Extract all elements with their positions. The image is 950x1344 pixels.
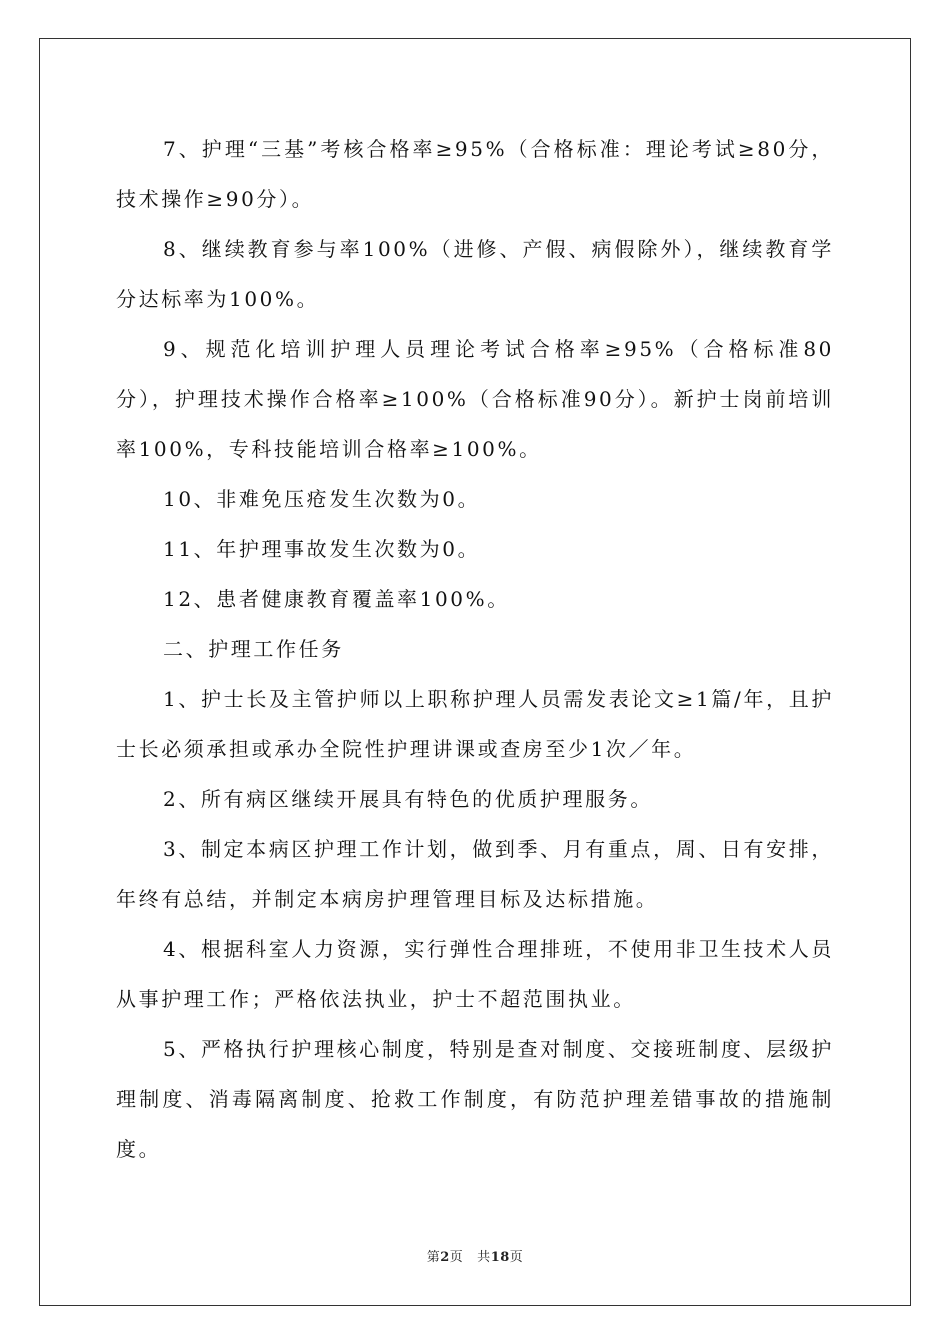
paragraph-item-11: 11、年护理事故发生次数为0。 bbox=[163, 537, 481, 561]
task-item-5: 5、严格执行护理核心制度，特别是查对制度、交接班制度、层级护理制度、消毒隔离制度、抢救工作制度，有防范护理差错事故的措施制度。 bbox=[116, 1037, 834, 1161]
page-footer bbox=[0, 1246, 950, 1265]
current-page-number: 2 bbox=[440, 1250, 450, 1265]
document-body bbox=[116, 124, 834, 1174]
task-item-2: 2、所有病区继续开展具有特色的优质护理服务。 bbox=[163, 787, 653, 811]
total-page-count: 18 bbox=[490, 1250, 510, 1265]
paragraph-item-9: 9、规范化培训护理人员理论考试合格率≥95%（合格标准80分），护理技术操作合格率≥100%（合格标准90分）。新护士岗前培训率100%，专科技能培训合格率≥100%。 bbox=[116, 337, 834, 461]
paragraph-item-7: 7、护理“三基”考核合格率≥95%（合格标准：理论考试≥80分，技术操作≥90分）。 bbox=[116, 137, 834, 211]
paragraph-item-12: 12、患者健康教育覆盖率100%。 bbox=[163, 587, 510, 611]
task-item-1: 1、护士长及主管护师以上职称护理人员需发表论文≥1篇/年，且护士长必须承担或承办全院性护理讲课或查房至少1次／年。 bbox=[116, 687, 834, 761]
total-suffix: 页 bbox=[509, 1250, 524, 1265]
page-suffix: 页 bbox=[449, 1250, 464, 1265]
page-prefix: 第 bbox=[426, 1250, 441, 1265]
total-prefix: 共 bbox=[477, 1250, 491, 1265]
task-item-4: 4、根据科室人力资源，实行弹性合理排班，不使用非卫生技术人员从事护理工作；严格依法执业，护士不超范围执业。 bbox=[116, 937, 834, 1011]
paragraph-item-10: 10、非难免压疮发生次数为0。 bbox=[163, 487, 481, 511]
paragraph-item-8: 8、继续教育参与率100%（进修、产假、病假除外），继续教育学分达标率为100%。 bbox=[116, 237, 834, 311]
task-item-3: 3、制定本病区护理工作计划，做到季、月有重点，周、日有安排，年终有总结，并制定本病房护理管理目标及达标措施。 bbox=[116, 837, 834, 911]
section-heading-nursing-tasks: 二、护理工作任务 bbox=[163, 637, 344, 661]
